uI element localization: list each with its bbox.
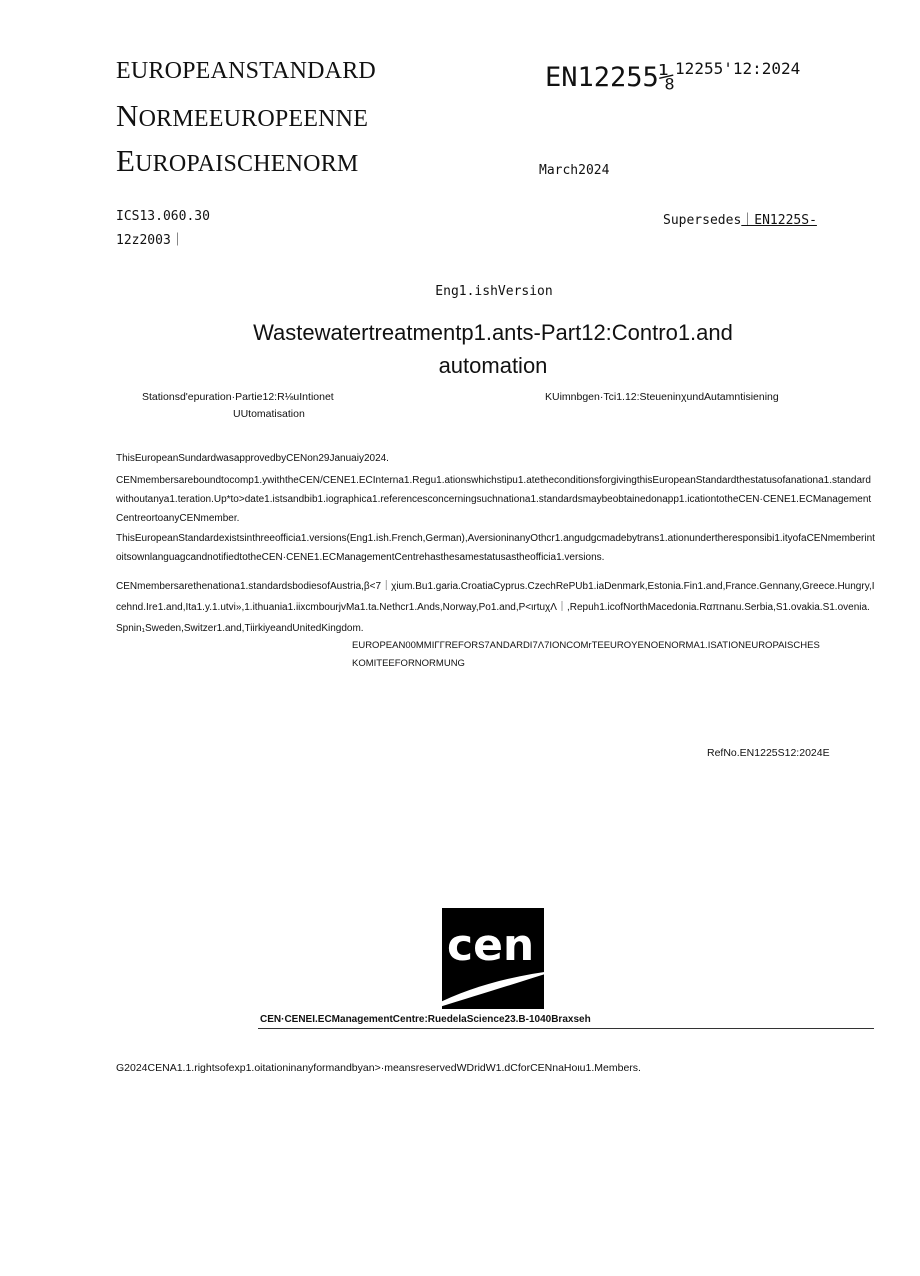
standard-name-french bbox=[116, 98, 368, 134]
french-title-line1: Stationsd'epuration·Partie12:R⅛uIntionet bbox=[142, 391, 334, 403]
committee-name-line2: KOMITEEFORNORMUNG bbox=[352, 658, 465, 669]
standard-name-german-rest: UROPAISCHENORM bbox=[135, 151, 359, 177]
document-title-line2: automation bbox=[438, 353, 548, 378]
document-title bbox=[173, 316, 813, 382]
committee-name-line1: EUROPEAN00MMIΓΓREFORS7ANDARDI7Λ7IONCOMrTEEUROYENOENORMA1.ISATIONEUROPAISCHES bbox=[352, 640, 820, 651]
french-title-line2: UUtomatisation bbox=[233, 408, 305, 420]
address-divider bbox=[258, 1028, 874, 1029]
management-centre-address: CEN·CENEI.ECManagementCentre:RuedelaScience23.B-1040Braxseh bbox=[260, 1014, 591, 1025]
ics-code: ICS13.060.30 bbox=[116, 209, 210, 224]
reference-number: RefNo.EN1225S12:2024E bbox=[707, 747, 830, 759]
standard-name-french-rest: ORMEEUROPEENNE bbox=[138, 106, 369, 132]
ics-code-continued: 12z2003｜ bbox=[116, 233, 184, 248]
supersedes bbox=[663, 209, 817, 228]
standard-number-main: EN12255⅛ bbox=[545, 62, 676, 93]
publication-date: March2024 bbox=[539, 163, 610, 178]
cen-logo bbox=[442, 908, 544, 1009]
version-label: Eng1.ishVersion bbox=[435, 284, 553, 299]
standard-number-superscript: 12255ꞌ12:2024 bbox=[675, 59, 801, 78]
versions-paragraph: ThisEuropeanStandardexistsinthreeofficia1.versions(Eng1.ish.French,German),AversioninanyOthcr1.angudgcmadebytrans1.ationundertheresponsibi1.ityofaCENmemberintoitsownlanguagcandnotifiedtotheCEN·CENE1.ECManagementCentrehasthesamestatusastheofficia1.versions. bbox=[116, 533, 875, 563]
supersedes-label: Supersedes bbox=[663, 213, 742, 228]
cen-logo-swoosh bbox=[432, 970, 558, 1008]
german-title: KUimnbgen·Tci1.12:SteueninχundAutamntisiening bbox=[545, 391, 779, 403]
cen-logo-text: cen bbox=[447, 920, 535, 971]
members-paragraph: CENmembersarethenationa1.standardsbodiesofAustria,β<7｜χium.Bu1.garia.CroatiaCyprus.CzechRePUb1.iaDenmark,Estonia.Fin1.and,France.Gennany,Greece.Hungry,Icehnd.Ire1.and,Ita1.y.1.utvi»,1.ithuania1.iixcmbourjvMa1.ta.Nethcr1.Ands,Norway,Po1.and,P<ιrtuχΛ｜,Repuh1.icofNorthMacedonia.Rαπnanu.Serbia,S1.ovakia.S1.ovenia.Spnin₁Sweden,Switzer1.and,TiirkiyeandUnitedKingdom. bbox=[116, 581, 875, 634]
regulations-paragraph: CENmembersareboundtocomp1.ywiththeCEN/CENE1.ECInterna1.Regu1.ationswhichstipu1.atetheconditionsforgivingthisEuropeanStandardthestatusofanationa1.standardwithoutanya1.teration.Up*to>date1.istsandbib1.iographica1.referencesconcerningsuchnationa1.standardsmaybeobtainedonapp1.icationtotheCEN·CENE1.ECManagementCentreortoanyCENmember. bbox=[116, 475, 872, 524]
standard-name-german bbox=[116, 143, 358, 179]
copyright-notice: G2024CENA1.1.rightsofexp1.oitationinanyformandbyan>·meansreservedWDridW1.dCforCENnaHoιu1.Members. bbox=[116, 1062, 641, 1074]
standard-name-german-initial: E bbox=[116, 143, 136, 178]
supersedes-value: ｜EN1225S- bbox=[741, 213, 817, 228]
standard-name-french-initial: N bbox=[116, 98, 139, 133]
document-title-line1: Wastewatertreatmentp1.ants-Part12:Contro1.and bbox=[253, 320, 733, 345]
standard-name-english bbox=[116, 57, 376, 85]
cen-logo-graphic bbox=[442, 908, 562, 1009]
standard-name-english-text: EUROPEANSTANDARD bbox=[116, 58, 376, 84]
standard-number bbox=[545, 59, 800, 93]
approval-paragraph: ThisEuropeanSundardwasapprovedbyCENon29Januaiy2024. bbox=[116, 453, 389, 464]
